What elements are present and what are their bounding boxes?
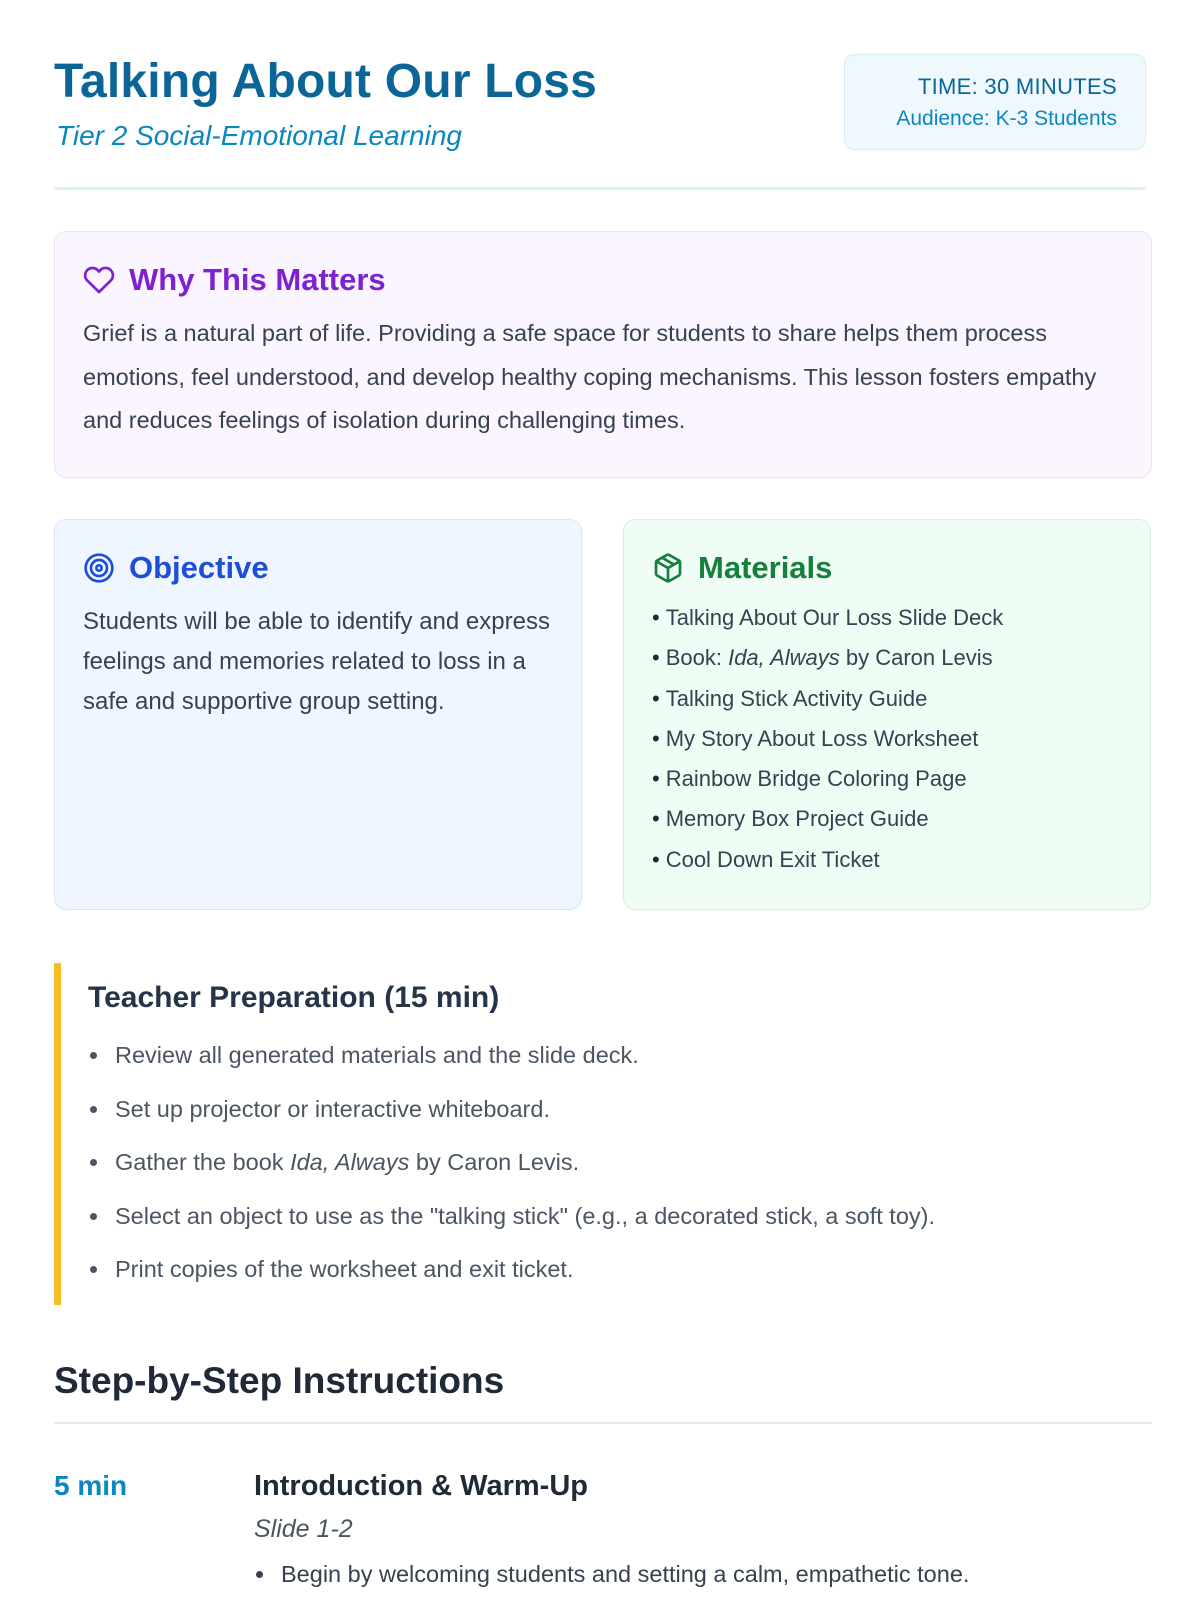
materials-heading [652, 550, 1122, 586]
lesson-time: TIME: 30 MINUTES [917, 74, 1117, 99]
objective-card [54, 519, 582, 910]
step-body [254, 1470, 1144, 1594]
page-title: Talking About Our Loss [54, 55, 598, 108]
lesson-header [54, 0, 1146, 190]
materials-item: • Talking About Our Loss Slide Deck [652, 605, 1004, 630]
materials-item: • Talking Stick Activity Guide [652, 685, 928, 711]
step-duration: 5 min [54, 1470, 128, 1501]
materials-item: • Memory Box Project Guide [652, 806, 929, 832]
why-heading [83, 262, 1123, 298]
step-bullets [254, 1554, 1144, 1594]
materials-item: • Cool Down Exit Ticket [652, 846, 880, 872]
why-heading-label: Why This Matters [129, 262, 386, 297]
steps-heading: Step-by-Step Instructions [54, 1360, 1152, 1424]
materials-heading-label: Materials [698, 550, 833, 585]
prep-item: Select an object to use as the "talking stick" (e.g., a decorated stick, a soft toy). [88, 1190, 1152, 1244]
teacher-preparation-section [54, 963, 1152, 1305]
prep-item: Review all generated materials and the slide deck. [88, 1029, 1152, 1083]
step-slide-ref: Slide 1-2 [254, 1515, 353, 1543]
materials-card [623, 519, 1151, 910]
materials-item: • My Story About Loss Worksheet [652, 725, 979, 751]
lesson-meta-box [844, 54, 1146, 150]
heart-icon [83, 264, 115, 296]
materials-item: • Rainbow Bridge Coloring Page [652, 766, 967, 792]
prep-item: Print copies of the worksheet and exit ticket. [88, 1243, 1152, 1297]
package-icon [652, 552, 684, 584]
objective-text: Students will be able to identify and express feelings and memories related to loss in a safe and supportive group setting. [83, 608, 550, 715]
objective-heading-label: Objective [129, 550, 269, 585]
lesson-audience: Audience: K-3 Students [896, 107, 1117, 130]
why-text: Grief is a natural part of life. Providing a safe space for students to share helps them process emotions, feel understood, and develop healthy coping mechanisms. This lesson fosters empathy and reduces feelings of isolation during challenging times. [83, 320, 1097, 433]
why-this-matters-card [54, 231, 1152, 478]
target-icon [83, 552, 115, 584]
page-subtitle: Tier 2 Social-Emotional Learning [56, 120, 462, 151]
step-title: Introduction & Warm-Up [254, 1470, 588, 1502]
step-bullet: Begin by welcoming students and setting a calm, empathetic tone. [254, 1554, 1144, 1594]
prep-item: Set up projector or interactive whiteboard. [88, 1083, 1152, 1137]
objective-heading [83, 550, 553, 586]
prep-item: Gather the book Ida, Always by Caron Levis. [88, 1136, 1152, 1190]
materials-list [652, 598, 1122, 880]
materials-item: • Book: Ida, Always by Caron Levis [652, 645, 993, 671]
prep-list [88, 1029, 1152, 1297]
prep-heading: Teacher Preparation (15 min) [88, 981, 500, 1014]
